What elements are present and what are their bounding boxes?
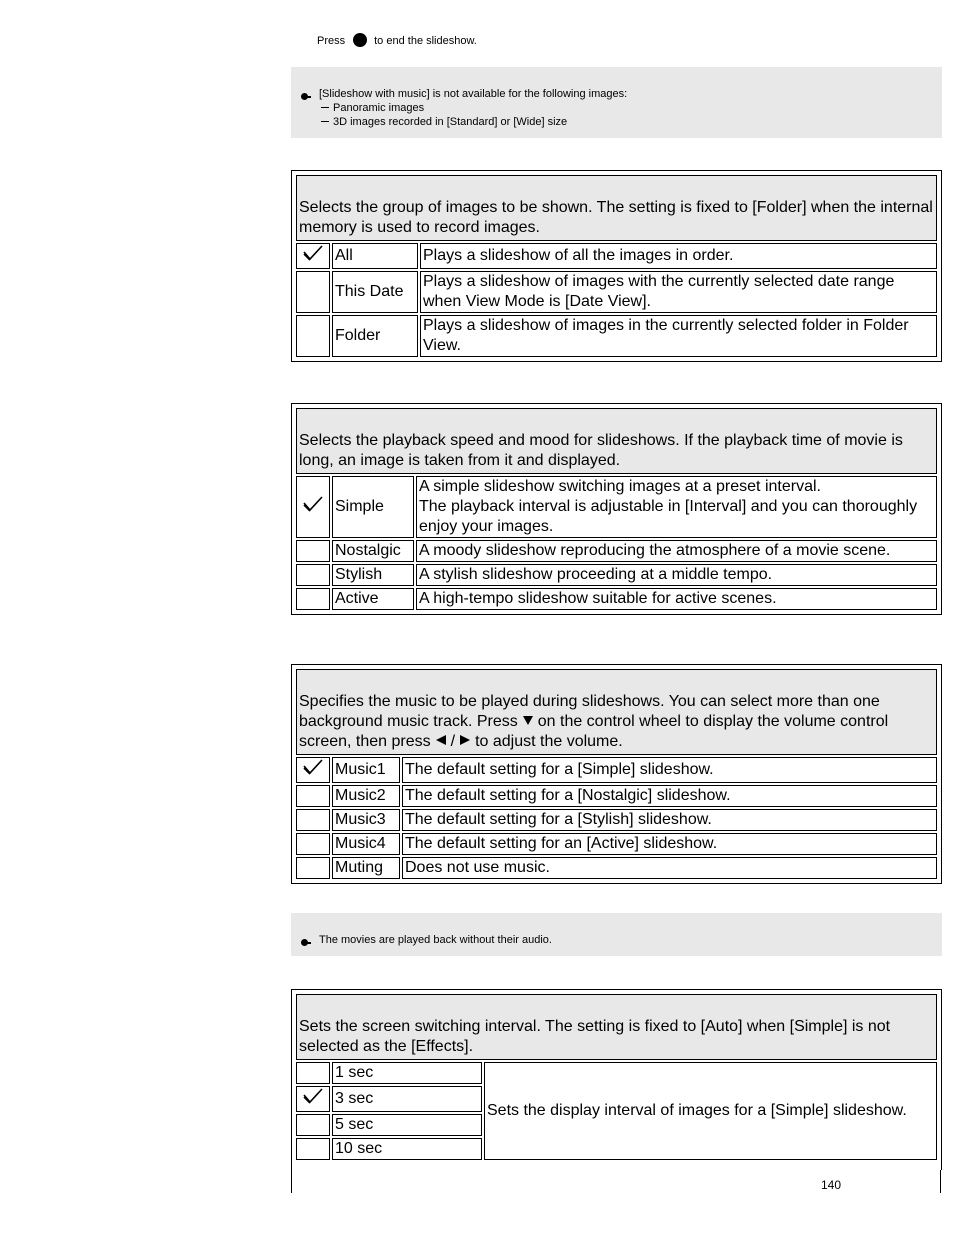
dash-arrow-icon — [321, 107, 330, 108]
note-list-item: Panoramic images — [321, 101, 424, 115]
checkmark-icon — [302, 244, 324, 262]
option-description: Sets the display interval of images for a [Simple] slideshow. — [484, 1062, 937, 1160]
note-bullet-icon — [301, 938, 311, 948]
table-row[interactable] — [296, 857, 937, 879]
checkmark-cell — [296, 315, 330, 357]
option-label: Muting — [332, 857, 400, 879]
option-label: 3 sec — [332, 1086, 482, 1112]
checkmark-cell — [296, 757, 330, 783]
table-row[interactable] — [296, 588, 937, 610]
table-border-continuation — [940, 1170, 941, 1193]
option-label: 5 sec — [332, 1114, 482, 1136]
center-button-icon — [353, 33, 367, 47]
interval-table — [291, 989, 942, 1170]
note-box-music-restriction — [291, 67, 942, 138]
note-bullet-icon — [301, 92, 311, 102]
option-label: 10 sec — [332, 1138, 482, 1160]
table-row[interactable] — [296, 243, 937, 269]
note-text: [Slideshow with music] is not available for the following images: — [319, 88, 628, 100]
option-label: Nostalgic — [332, 540, 414, 562]
press-label: Press — [317, 35, 346, 47]
down-triangle-icon — [522, 712, 534, 732]
option-label: Stylish — [332, 564, 414, 586]
table-description: Selects the playback speed and mood for slideshows. If the playback time of movie is long, an image is taken from it and displayed. — [296, 408, 937, 474]
option-description: A stylish slideshow proceeding at a middle tempo. — [416, 564, 937, 586]
option-description: Plays a slideshow of images with the currently selected date range when View Mode is [Date View]. — [420, 271, 937, 313]
end-slideshow-label: to end the slideshow. — [374, 35, 477, 47]
table-description: Sets the screen switching interval. The setting is fixed to [Auto] when [Simple] is not selected as the [Effects]. — [296, 994, 937, 1060]
option-description: The default setting for a [Simple] slideshow. — [402, 757, 937, 783]
table-row[interactable] — [296, 1062, 937, 1084]
option-description: The default setting for a [Stylish] slideshow. — [402, 809, 937, 831]
table-row[interactable] — [296, 540, 937, 562]
table-description: Selects the group of images to be shown. The setting is fixed to [Folder] when the internal memory is used to record images. — [296, 175, 937, 241]
table-row[interactable] — [296, 809, 937, 831]
option-label: Music3 — [332, 809, 400, 831]
option-description: The default setting for an [Active] slideshow. — [402, 833, 937, 855]
option-description: A simple slideshow switching images at a preset interval. The playback interval is adjustable in [Interval] and you can thoroughly enjoy your images. — [416, 476, 937, 538]
table-row[interactable] — [296, 757, 937, 783]
checkmark-cell — [296, 540, 330, 562]
option-description: A high-tempo slideshow suitable for active scenes. — [416, 588, 937, 610]
checkmark-cell — [296, 243, 330, 269]
checkmark-cell — [296, 1086, 330, 1112]
option-description: A moody slideshow reproducing the atmosphere of a movie scene. — [416, 540, 937, 562]
page-number: 140 — [821, 1178, 842, 1192]
option-description: Plays a slideshow of images in the currently selected folder in Folder View. — [420, 315, 937, 357]
effects-table — [291, 403, 942, 615]
note-box-movie-audio — [291, 913, 942, 956]
table-row[interactable] — [296, 315, 937, 357]
table-row[interactable] — [296, 564, 937, 586]
table-description: Specifies the music to be played during slideshows. You can select more than one background music track. Press on the control wheel to display the volume control screen, then press / to adjust the volume. — [296, 669, 937, 755]
checkmark-icon — [302, 758, 324, 776]
checkmark-cell — [296, 833, 330, 855]
table-row[interactable] — [296, 785, 937, 807]
checkmark-cell — [296, 476, 330, 538]
note-text: The movies are played back without their audio. — [319, 934, 552, 946]
option-description: The default setting for a [Nostalgic] slideshow. — [402, 785, 937, 807]
option-label: Folder — [332, 315, 418, 357]
option-label: Music1 — [332, 757, 400, 783]
press-end-slideshow-line — [317, 33, 477, 48]
checkmark-icon — [302, 495, 324, 513]
table-row[interactable] — [296, 833, 937, 855]
right-triangle-icon — [459, 732, 471, 752]
note-list-item: 3D images recorded in [Standard] or [Wide] size — [321, 115, 567, 129]
left-triangle-icon — [435, 732, 447, 752]
image-group-table — [291, 170, 942, 362]
table-border-continuation — [291, 1170, 292, 1193]
option-label: This Date — [332, 271, 418, 313]
music-select-table — [291, 664, 942, 884]
checkmark-cell — [296, 1114, 330, 1136]
option-label: Active — [332, 588, 414, 610]
checkmark-cell — [296, 1062, 330, 1084]
option-label: All — [332, 243, 418, 269]
checkmark-cell — [296, 564, 330, 586]
option-description: Plays a slideshow of all the images in order. — [420, 243, 937, 269]
table-row[interactable] — [296, 271, 937, 313]
dash-arrow-icon — [321, 121, 330, 122]
checkmark-cell — [296, 1138, 330, 1160]
option-description: Does not use music. — [402, 857, 937, 879]
table-row[interactable] — [296, 476, 937, 538]
checkmark-cell — [296, 785, 330, 807]
option-label: Music4 — [332, 833, 400, 855]
checkmark-cell — [296, 809, 330, 831]
option-label: Music2 — [332, 785, 400, 807]
checkmark-cell — [296, 857, 330, 879]
checkmark-cell — [296, 271, 330, 313]
checkmark-icon — [302, 1087, 324, 1105]
option-label: Simple — [332, 476, 414, 538]
checkmark-cell — [296, 588, 330, 610]
option-label: 1 sec — [332, 1062, 482, 1084]
